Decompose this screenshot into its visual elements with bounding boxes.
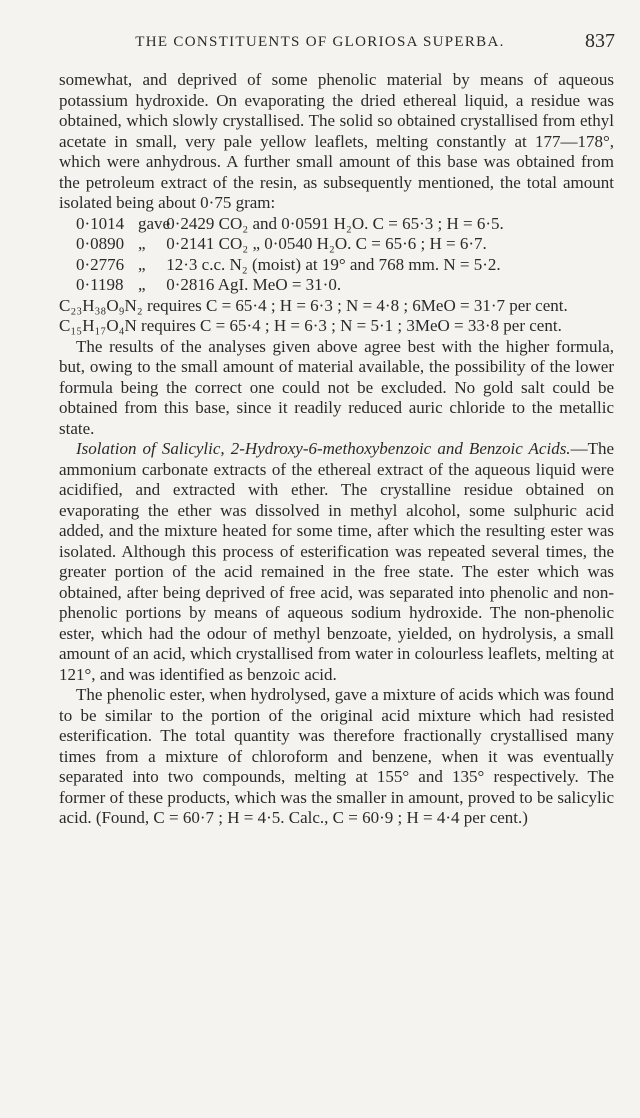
- formula-requirement: C₂₃H₃₈O₉N₂ requires C = 65·4 ; H = 6·3 ; N = 4·8 ; 6MeO = 31·7 per cent.: [59, 295, 568, 315]
- body-text: [59, 70, 614, 829]
- analysis-verb: „: [138, 234, 146, 253]
- paragraph: The phenolic ester, when hydrolysed, gave a mixture of acids which was found to be similar to the portion of the original acid mixture which had resisted esterification. The total quantity was therefore fractionally crystallised many times from a mixture of chloroform and benzene, when it was eventually separated into two compounds, melting at 155° and 135° respectively. The former of these products, which was the smaller in amount, proved to be salicylic acid. (Found, C = 60·7 ; H = 4·5. Calc., C = 60·9 ; H = 4·4 per cent.): [59, 685, 614, 827]
- analysis-mass: 0·1198: [76, 275, 124, 294]
- analysis-line: [76, 275, 614, 296]
- page-header: [0, 22, 640, 56]
- analysis-result: 12·3 c.c. N₂ (moist) at 19° and 768 mm. N = 5·2.: [166, 254, 501, 274]
- running-title: THE CONSTITUENTS OF GLORIOSA SUPERBA.: [135, 34, 505, 50]
- analysis-result: 0·2429 CO₂ and 0·0591 H₂O. C = 65·3 ; H = 6·5.: [166, 213, 504, 233]
- analysis-mass: 0·1014: [76, 213, 125, 233]
- section-paragraph: [59, 439, 614, 685]
- analysis-mass: 0·0890: [76, 234, 125, 253]
- page-number: 837: [585, 30, 615, 52]
- paragraph: somewhat, and deprived of some phenolic material by means of aqueous potassium hydroxide. On evaporating the dried ethereal liquid, a residue was obtained, which slowly crystallised. The solid so obtained crystallised from ethyl acetate in small, very pale yellow leaflets, melting constantly at 177—178°, which were anhydrous. A further small amount of this base was obtained from the petroleum extract of the resin, as subsequently mentioned, the total amount isolated being about 0·75 gram:: [59, 70, 614, 212]
- section-heading: Isolation of Salicylic, 2-Hydroxy-6-methoxybenzoic and Benzoic Acids.: [76, 439, 571, 458]
- analysis-mass: 0·2776: [76, 254, 125, 274]
- analysis-verb: „: [138, 275, 146, 294]
- analysis-result: 0·2141 CO₂ „ 0·0540 H₂O. C = 65·6 ; H = 6·7.: [166, 234, 487, 253]
- analysis-line: [76, 234, 614, 255]
- analysis-result: 0·2816 AgI. MeO = 31·0.: [166, 275, 342, 294]
- analysis-line: [76, 214, 614, 235]
- analysis-verb: gave: [138, 213, 171, 233]
- section-text: —The ammonium carbonate extracts of the ethereal extract of the aqueous liquid were acidified, and extracted with ether. The crystalline residue obtained on evaporating the ether was dissolved in methyl alcohol, some sulphuric acid added, and the mixture heated for some time, after which the resulting ester was isolated. Although this process of esterification was repeated several times, the greater portion of the acid remained in the free state. The ester which was obtained, after being deprived of free acid, was separated into phenolic and non-phenolic portions by means of aqueous sodium hydroxide. The non-phenolic ester, which had the odour of methyl benzoate, yielded, on hydrolysis, a small amount of an acid, which crystallised from water in colourless leaflets, melting at 121°, and was identified as benzoic acid.: [59, 439, 614, 684]
- formula-requirement: C₁₅H₁₇O₄N requires C = 65·4 ; H = 6·3 ; N = 5·1 ; 3MeO = 33·8 per cent.: [59, 316, 562, 335]
- analysis-verb: „: [138, 254, 146, 274]
- analysis-line: [76, 255, 614, 276]
- paragraph: The results of the analyses given above agree best with the higher formula, but, owing to the small amount of material available, the possibility of the lower formula being the correct one could not be excluded. No gold salt could be obtained from this base, since it readily reduced auric chloride to the metallic state.: [59, 336, 614, 438]
